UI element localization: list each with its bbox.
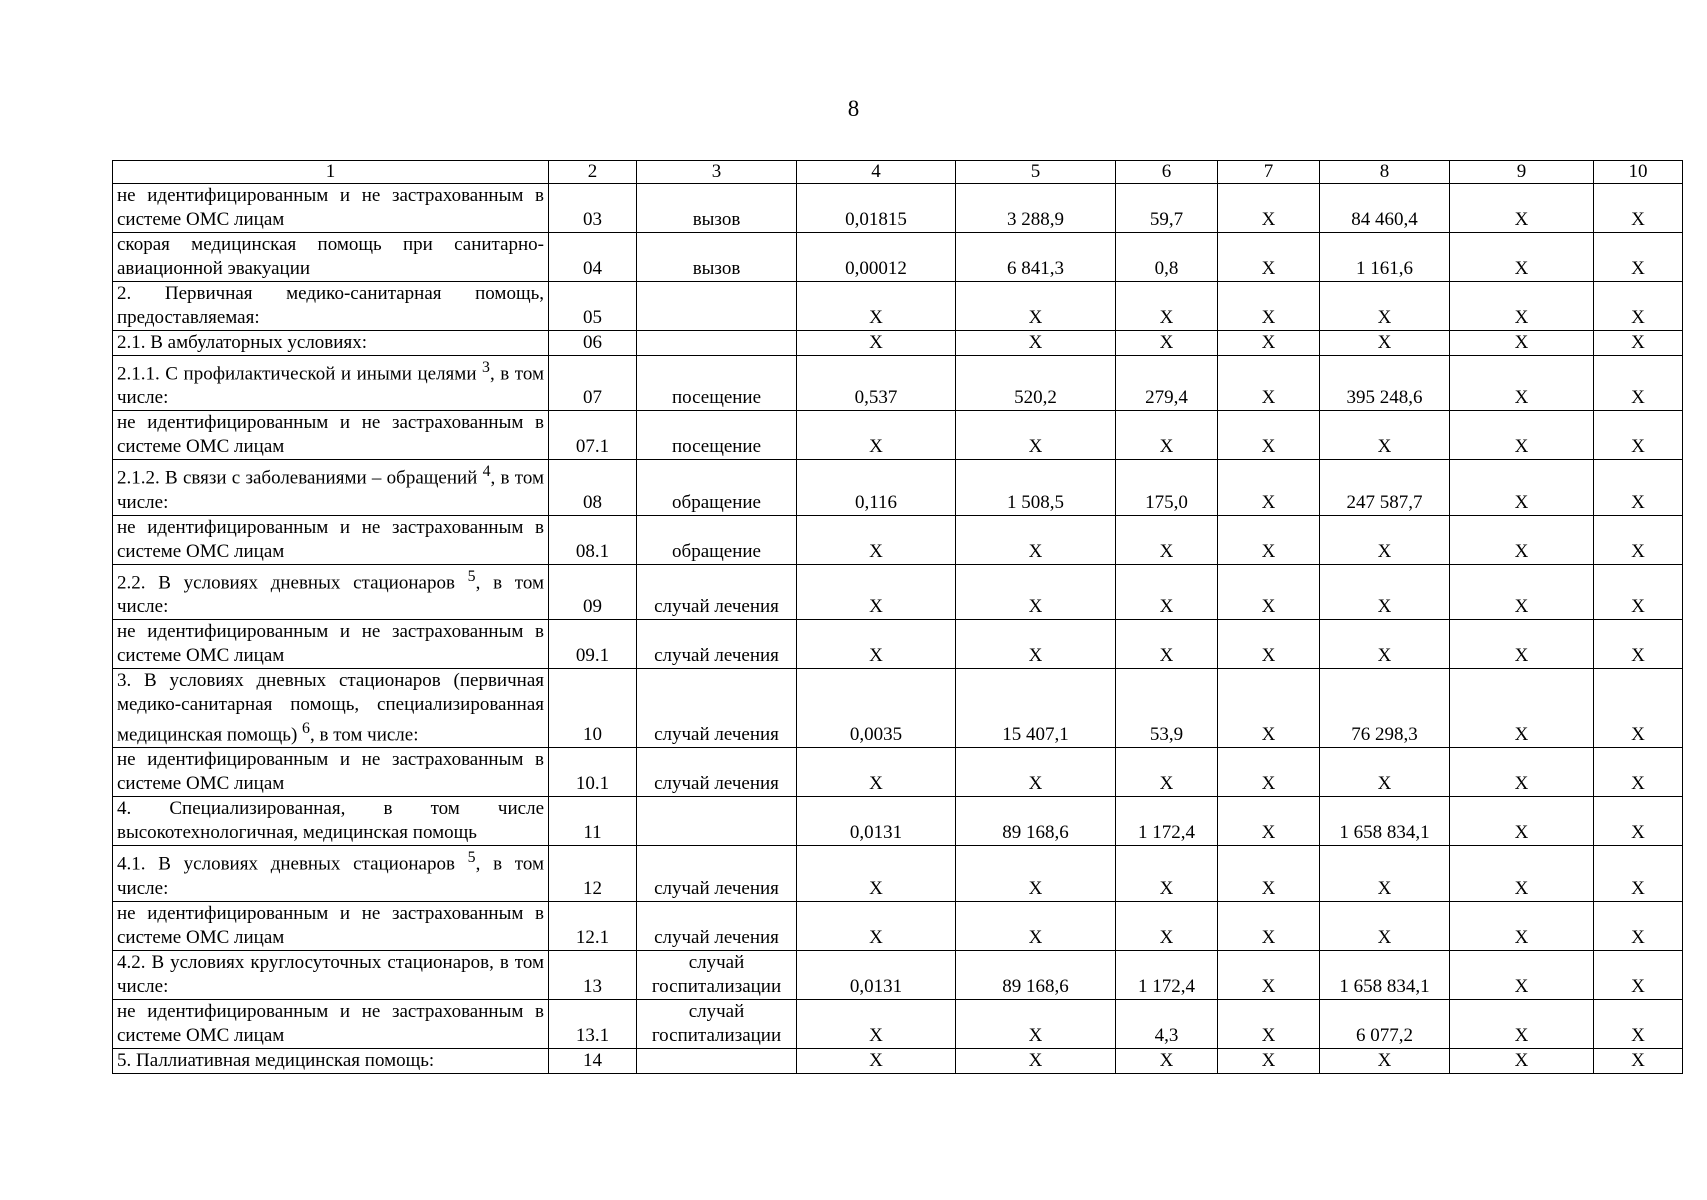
row-code: 04 <box>549 233 637 282</box>
cell-col7: X <box>1218 901 1320 950</box>
row-unit <box>637 797 797 846</box>
cell-col10: X <box>1594 950 1683 999</box>
cell-col10: X <box>1594 460 1683 515</box>
cell-col10: X <box>1594 184 1683 233</box>
cell-col5: X <box>956 411 1116 460</box>
cell-col4: 0,00012 <box>797 233 956 282</box>
cell-col9: X <box>1450 999 1594 1048</box>
table-row <box>113 950 1683 999</box>
row-description-text: , в том числе: <box>117 363 545 409</box>
column-number: 4 <box>797 161 956 184</box>
cell-col7: X <box>1218 515 1320 564</box>
cell-col7: X <box>1218 282 1320 331</box>
row-description-text: 2.1.2. В связи с заболеваниями – обращений <box>117 467 483 489</box>
table-row <box>113 797 1683 846</box>
row-description <box>113 564 549 619</box>
row-unit: обращение <box>637 460 797 515</box>
cell-col5: 1 508,5 <box>956 460 1116 515</box>
cell-col5: 89 168,6 <box>956 797 1116 846</box>
table-row <box>113 1048 1683 1073</box>
cell-col10: X <box>1594 846 1683 901</box>
row-description-text: , в том числе: <box>117 467 545 513</box>
cell-col7: X <box>1218 184 1320 233</box>
table-row <box>113 411 1683 460</box>
row-code: 07.1 <box>549 411 637 460</box>
cell-col9: X <box>1450 668 1594 747</box>
cell-col9: X <box>1450 564 1594 619</box>
cell-col8: 76 298,3 <box>1320 668 1450 747</box>
table-row <box>113 748 1683 797</box>
row-description-text: 4.1. В условиях дневных стационаров <box>117 853 468 875</box>
row-unit-line: госпитализации <box>651 975 782 997</box>
row-unit: вызов <box>637 233 797 282</box>
row-unit: случай лечения <box>637 748 797 797</box>
row-unit-line: случай <box>688 1000 745 1022</box>
column-number: 5 <box>956 161 1116 184</box>
cell-col4: 0,0035 <box>797 668 956 747</box>
cell-col4: X <box>797 331 956 356</box>
cell-col5: X <box>956 901 1116 950</box>
cell-col7: X <box>1218 668 1320 747</box>
cell-col10: X <box>1594 331 1683 356</box>
table-row <box>113 515 1683 564</box>
row-description-text: 2.2. В условиях дневных стационаров <box>117 571 468 593</box>
row-unit: случай лечения <box>637 564 797 619</box>
footnote-ref: 5 <box>467 849 476 867</box>
cell-col7: X <box>1218 460 1320 515</box>
cell-col7: X <box>1218 411 1320 460</box>
cell-col4: X <box>797 619 956 668</box>
row-description: 2.1. В амбулаторных условиях: <box>113 331 549 356</box>
cell-col5: X <box>956 515 1116 564</box>
column-number: 6 <box>1116 161 1218 184</box>
row-unit <box>637 950 797 999</box>
row-description: скорая медицинская помощь при санитарно-авиационной эвакуации <box>113 233 549 282</box>
cell-col4: X <box>797 748 956 797</box>
cell-col10: X <box>1594 233 1683 282</box>
footnote-ref: 6 <box>302 719 310 737</box>
cell-col5: 15 407,1 <box>956 668 1116 747</box>
cell-col6: X <box>1116 901 1218 950</box>
cell-col8: 1 658 834,1 <box>1320 797 1450 846</box>
cell-col9: X <box>1450 233 1594 282</box>
cell-col7: X <box>1218 797 1320 846</box>
cell-col8: X <box>1320 515 1450 564</box>
table-row <box>113 901 1683 950</box>
cell-col10: X <box>1594 1048 1683 1073</box>
row-code: 03 <box>549 184 637 233</box>
cell-col10: X <box>1594 668 1683 747</box>
cell-col4: X <box>797 411 956 460</box>
table-row <box>113 460 1683 515</box>
row-unit: случай лечения <box>637 901 797 950</box>
cell-col10: X <box>1594 748 1683 797</box>
cell-col8: 1 161,6 <box>1320 233 1450 282</box>
cell-col4: X <box>797 901 956 950</box>
cell-col5: X <box>956 331 1116 356</box>
cell-col4: 0,537 <box>797 356 956 411</box>
cell-col5: X <box>956 619 1116 668</box>
cell-col6: 4,3 <box>1116 999 1218 1048</box>
cell-col9: X <box>1450 282 1594 331</box>
cell-col5: X <box>956 846 1116 901</box>
row-unit <box>637 1048 797 1073</box>
table-row <box>113 233 1683 282</box>
row-description: 4.2. В условиях круглосуточных стационаров, в том числе: <box>113 950 549 999</box>
cell-col6: X <box>1116 564 1218 619</box>
row-unit: посещение <box>637 411 797 460</box>
cell-col8: 84 460,4 <box>1320 184 1450 233</box>
row-description <box>113 846 549 901</box>
cell-col4: X <box>797 846 956 901</box>
cell-col8: X <box>1320 564 1450 619</box>
cell-col5: X <box>956 748 1116 797</box>
row-unit-line: госпитализации <box>651 1024 782 1046</box>
row-unit <box>637 282 797 331</box>
row-code: 13.1 <box>549 999 637 1048</box>
cell-col8: 1 658 834,1 <box>1320 950 1450 999</box>
cell-col6: X <box>1116 748 1218 797</box>
table-row <box>113 846 1683 901</box>
row-code: 07 <box>549 356 637 411</box>
cell-col7: X <box>1218 619 1320 668</box>
row-description: 4. Специализированная, в том числе высокотехнологичная, медицинская помощь <box>113 797 549 846</box>
column-number: 7 <box>1218 161 1320 184</box>
cell-col6: X <box>1116 515 1218 564</box>
row-description: не идентифицированным и не застрахованным в системе ОМС лицам <box>113 515 549 564</box>
cell-col7: X <box>1218 564 1320 619</box>
row-unit: случай лечения <box>637 668 797 747</box>
cell-col6: X <box>1116 1048 1218 1073</box>
cell-col4: 0,01815 <box>797 184 956 233</box>
cell-col10: X <box>1594 356 1683 411</box>
cell-col7: X <box>1218 748 1320 797</box>
cell-col7: X <box>1218 1048 1320 1073</box>
table-row <box>113 331 1683 356</box>
cell-col10: X <box>1594 515 1683 564</box>
cell-col8: X <box>1320 1048 1450 1073</box>
cell-col6: 279,4 <box>1116 356 1218 411</box>
footnote-ref: 3 <box>482 359 490 376</box>
row-code: 09 <box>549 564 637 619</box>
cell-col9: X <box>1450 797 1594 846</box>
cell-col9: X <box>1450 331 1594 356</box>
cell-col6: X <box>1116 282 1218 331</box>
row-code: 05 <box>549 282 637 331</box>
cell-col10: X <box>1594 901 1683 950</box>
row-description-text: , в том числе: <box>117 853 544 899</box>
cell-col6: X <box>1116 619 1218 668</box>
table-row <box>113 619 1683 668</box>
row-description-text: , в том числе: <box>309 724 419 746</box>
cell-col9: X <box>1450 515 1594 564</box>
table-row <box>113 668 1683 747</box>
cell-col4: 0,0131 <box>797 797 956 846</box>
footnote-ref: 5 <box>467 567 476 585</box>
cell-col7: X <box>1218 999 1320 1048</box>
cell-col5: 6 841,3 <box>956 233 1116 282</box>
column-number: 10 <box>1594 161 1683 184</box>
cell-col6: 1 172,4 <box>1116 950 1218 999</box>
row-unit <box>637 331 797 356</box>
row-unit: случай лечения <box>637 619 797 668</box>
column-number: 8 <box>1320 161 1450 184</box>
table-row <box>113 564 1683 619</box>
cell-col5: 89 168,6 <box>956 950 1116 999</box>
cell-col9: X <box>1450 901 1594 950</box>
cell-col8: X <box>1320 846 1450 901</box>
row-unit-line: случай <box>688 951 745 973</box>
row-code: 09.1 <box>549 619 637 668</box>
cell-col8: X <box>1320 901 1450 950</box>
row-description <box>113 460 549 515</box>
cell-col10: X <box>1594 411 1683 460</box>
cell-col4: X <box>797 564 956 619</box>
table-row <box>113 999 1683 1048</box>
cell-col5: 3 288,9 <box>956 184 1116 233</box>
column-number: 1 <box>113 161 549 184</box>
cell-col6: 53,9 <box>1116 668 1218 747</box>
cell-col7: X <box>1218 233 1320 282</box>
cell-col6: X <box>1116 411 1218 460</box>
row-description: 2. Первичная медико-санитарная помощь, предоставляемая: <box>113 282 549 331</box>
row-description: не идентифицированным и не застрахованным в системе ОМС лицам <box>113 411 549 460</box>
cell-col6: 1 172,4 <box>1116 797 1218 846</box>
cell-col10: X <box>1594 619 1683 668</box>
cell-col10: X <box>1594 282 1683 331</box>
row-unit: случай лечения <box>637 846 797 901</box>
footnote-ref: 4 <box>482 463 491 481</box>
row-description-text: , в том числе: <box>117 571 544 617</box>
column-number-header <box>113 161 1683 184</box>
cell-col8: X <box>1320 748 1450 797</box>
cell-col10: X <box>1594 999 1683 1048</box>
row-unit: вызов <box>637 184 797 233</box>
cell-col8: 395 248,6 <box>1320 356 1450 411</box>
table-row <box>113 184 1683 233</box>
column-number: 9 <box>1450 161 1594 184</box>
cell-col9: X <box>1450 748 1594 797</box>
cell-col5: X <box>956 1048 1116 1073</box>
row-unit <box>637 999 797 1048</box>
row-code: 14 <box>549 1048 637 1073</box>
cell-col5: X <box>956 282 1116 331</box>
cell-col4: X <box>797 1048 956 1073</box>
cell-col4: 0,0131 <box>797 950 956 999</box>
row-code: 13 <box>549 950 637 999</box>
cell-col6: 59,7 <box>1116 184 1218 233</box>
cell-col8: X <box>1320 331 1450 356</box>
table-row <box>113 282 1683 331</box>
row-description: не идентифицированным и не застрахованным в системе ОМС лицам <box>113 748 549 797</box>
cell-col4: X <box>797 515 956 564</box>
cell-col9: X <box>1450 411 1594 460</box>
cell-col6: 175,0 <box>1116 460 1218 515</box>
cell-col10: X <box>1594 797 1683 846</box>
row-description: не идентифицированным и не застрахованным в системе ОМС лицам <box>113 619 549 668</box>
cell-col6: X <box>1116 331 1218 356</box>
row-code: 12 <box>549 846 637 901</box>
cell-col9: X <box>1450 460 1594 515</box>
data-table <box>112 160 1683 1074</box>
cell-col4: X <box>797 282 956 331</box>
row-description: 5. Паллиативная медицинская помощь: <box>113 1048 549 1073</box>
row-code: 11 <box>549 797 637 846</box>
cell-col5: X <box>956 999 1116 1048</box>
cell-col9: X <box>1450 619 1594 668</box>
cell-col6: X <box>1116 846 1218 901</box>
row-code: 12.1 <box>549 901 637 950</box>
row-description-text: 2.1.1. С профилактической и иными целями <box>117 363 483 385</box>
cell-col4: 0,116 <box>797 460 956 515</box>
cell-col9: X <box>1450 846 1594 901</box>
row-description: не идентифицированным и не застрахованным в системе ОМС лицам <box>113 184 549 233</box>
row-code: 06 <box>549 331 637 356</box>
row-code: 08.1 <box>549 515 637 564</box>
cell-col8: X <box>1320 619 1450 668</box>
row-description-text: 3. В условиях дневных стационаров (первичная медико-санитарная помощь, специализированная медицинская помощь) <box>117 669 544 746</box>
cell-col6: 0,8 <box>1116 233 1218 282</box>
column-number: 2 <box>549 161 637 184</box>
cell-col10: X <box>1594 564 1683 619</box>
page-number: 8 <box>847 96 860 121</box>
row-description: не идентифицированным и не застрахованным в системе ОМС лицам <box>113 999 549 1048</box>
cell-col8: X <box>1320 411 1450 460</box>
cell-col9: X <box>1450 356 1594 411</box>
row-code: 10.1 <box>549 748 637 797</box>
cell-col9: X <box>1450 184 1594 233</box>
cell-col7: X <box>1218 950 1320 999</box>
row-description <box>113 668 549 747</box>
column-number: 3 <box>637 161 797 184</box>
cell-col8: 247 587,7 <box>1320 460 1450 515</box>
row-unit: обращение <box>637 515 797 564</box>
cell-col5: 520,2 <box>956 356 1116 411</box>
row-unit: посещение <box>637 356 797 411</box>
cell-col5: X <box>956 564 1116 619</box>
row-description: не идентифицированным и не застрахованным в системе ОМС лицам <box>113 901 549 950</box>
cell-col7: X <box>1218 356 1320 411</box>
cell-col7: X <box>1218 846 1320 901</box>
cell-col7: X <box>1218 331 1320 356</box>
cell-col9: X <box>1450 1048 1594 1073</box>
table-row <box>113 356 1683 411</box>
cell-col4: X <box>797 999 956 1048</box>
row-description <box>113 356 549 411</box>
row-code: 08 <box>549 460 637 515</box>
cell-col8: 6 077,2 <box>1320 999 1450 1048</box>
row-code: 10 <box>549 668 637 747</box>
cell-col8: X <box>1320 282 1450 331</box>
cell-col9: X <box>1450 950 1594 999</box>
